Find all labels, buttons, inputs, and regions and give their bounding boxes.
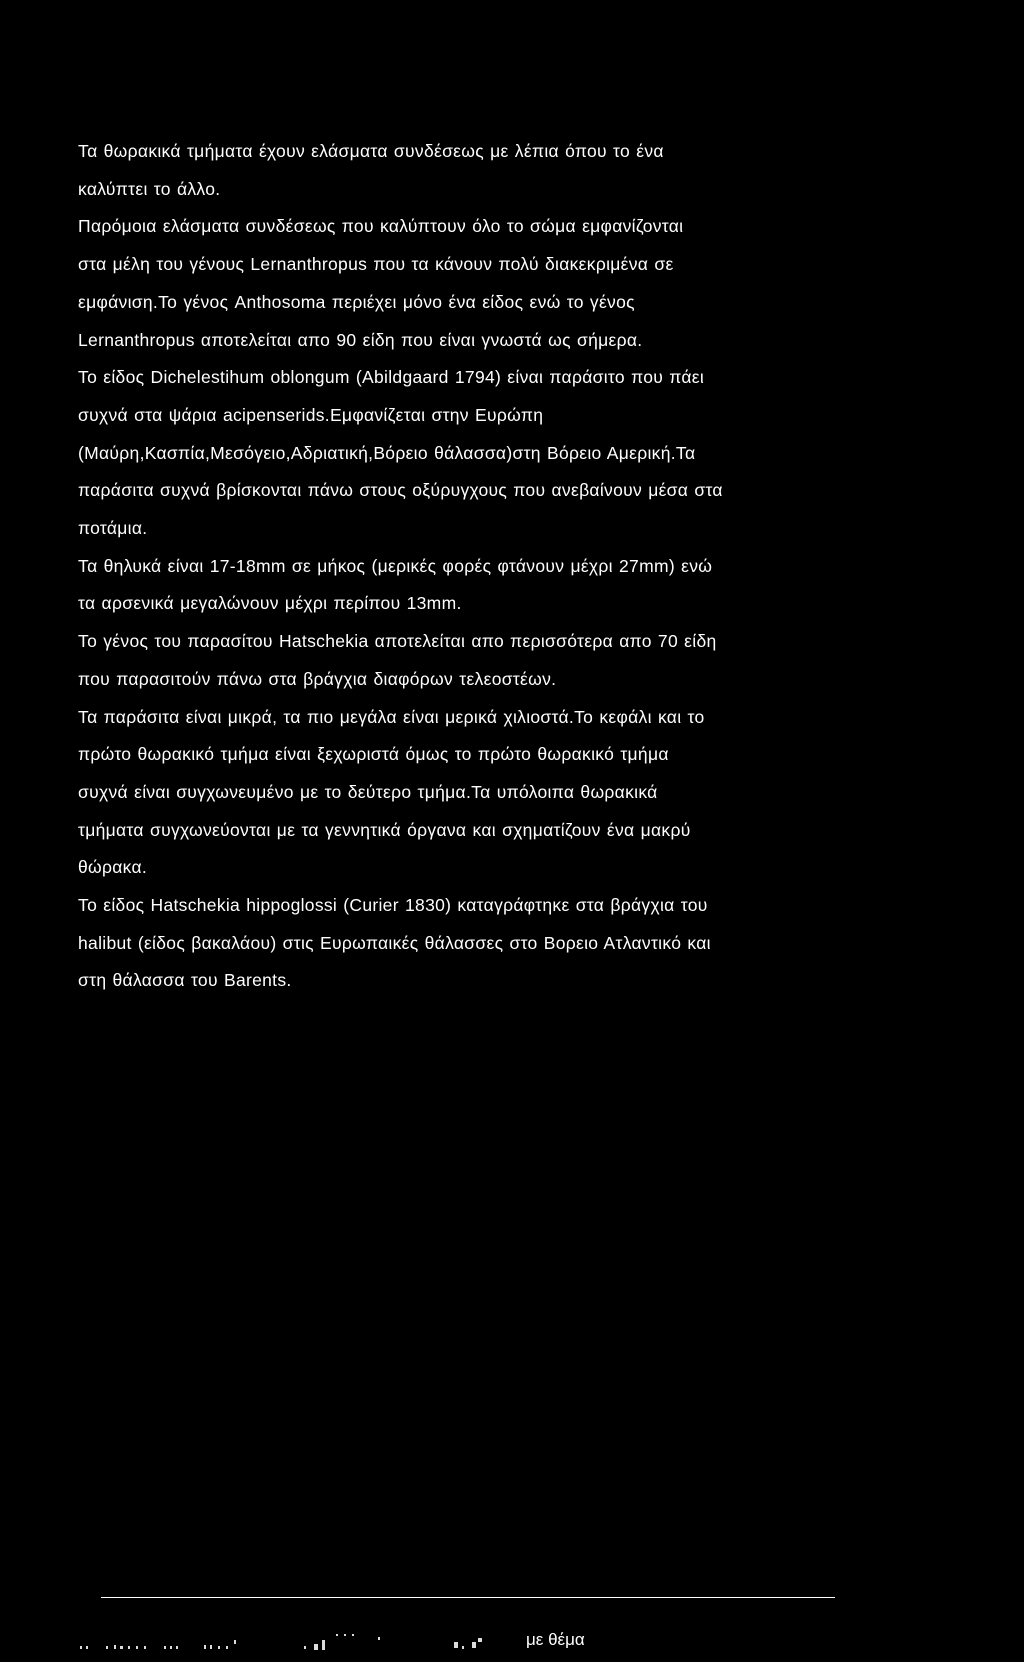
body-line: halibut (είδος βακαλάου) στις Ευρωπαικές θάλασσες στο Βορειο Ατλαντικό και bbox=[78, 932, 711, 953]
body-line: Παρόμοια ελάσματα συνδέσεως που καλύπτουν όλο το σώμα εμφανίζονται bbox=[78, 216, 684, 237]
body-line: Τα θωρακικά τμήματα έχουν ελάσματα συνδέσεως με λέπια όπου το ένα bbox=[78, 141, 664, 161]
body-line: παράσιτα συχνά βρίσκονται πάνω στους οξύρυγχους που ανεβαίνουν μέσα στα bbox=[78, 480, 723, 501]
body-line: στα μέλη του γένους Lernanthropus που τα κάνουν πολύ διακεκριμένα σε bbox=[78, 254, 674, 275]
body-line: ποτάμια. bbox=[78, 518, 148, 539]
footnote-divider bbox=[101, 1597, 835, 1598]
body-line: Τα θηλυκά είναι 17-18mm σε μήκος (μερικές φορές φτάνουν μέχρι 27mm) ενώ bbox=[78, 555, 713, 576]
body-line: (Μαύρη,Κασπία,Μεσόγειο,Αδριατική,Βόρειο θάλασσα)στη Βόρειο Αμερική.Τα bbox=[78, 442, 696, 463]
body-line: Lernanthropus αποτελείται απο 90 είδη που είναι γνωστά ως σήμερα. bbox=[78, 329, 643, 350]
body-line: Τα παράσιτα είναι μικρά, τα πιο μεγάλα είναι μερικά χιλιοστά.Το κεφάλι και το bbox=[78, 706, 705, 727]
body-line: πρώτο θωρακικό τμήμα είναι ξεχωριστά όμως το πρώτο θωρακικό τμήμα bbox=[78, 744, 669, 765]
body-line: Το είδος Hatschekia hippoglossi (Curier 1830) καταγράφτηκε στα βράγχια του bbox=[78, 895, 708, 916]
body-line: Το είδος Dichelestihum oblongum (Abildgaard 1794) είναι παράσιτο που πάει bbox=[78, 367, 705, 388]
body-line: θώρακα. bbox=[78, 857, 148, 878]
body-line: που παρασιτούν πάνω στα βράγχια διαφόρων τελεοστέων. bbox=[78, 668, 557, 689]
body-line: καλύπτει το άλλο. bbox=[78, 178, 221, 199]
body-line: εμφάνιση.Το γένος Anthosoma περιέχει μόνο ένα είδος ενώ το γένος bbox=[78, 291, 635, 312]
body-text bbox=[78, 133, 908, 1000]
body-line: τα αρσενικά μεγαλώνουν μέχρι περίπου 13mm. bbox=[78, 593, 462, 614]
body-line: συχνά στα ψάρια acipenserids.Εμφανίζεται στην Ευρώπη bbox=[78, 404, 544, 425]
footnote bbox=[78, 1632, 908, 1662]
body-line: συχνά είναι συγχωνευμένο με το δεύτερο τμήμα.Τα υπόλοιπα θωρακικά bbox=[78, 781, 658, 802]
body-line: στη θάλασσα του Barents. bbox=[78, 970, 292, 991]
body-line: Το γένος του παρασίτου Hatschekia αποτελείται απο περισσότερα απο 70 είδη bbox=[78, 631, 717, 652]
illegible-footnote-marks bbox=[78, 1632, 518, 1656]
body-line: τμήματα συγχωνεύονται με τα γεννητικά όργανα και σχηματίζουν ένα μακρύ bbox=[78, 819, 691, 840]
footnote-text: με θέμα bbox=[526, 1630, 585, 1649]
